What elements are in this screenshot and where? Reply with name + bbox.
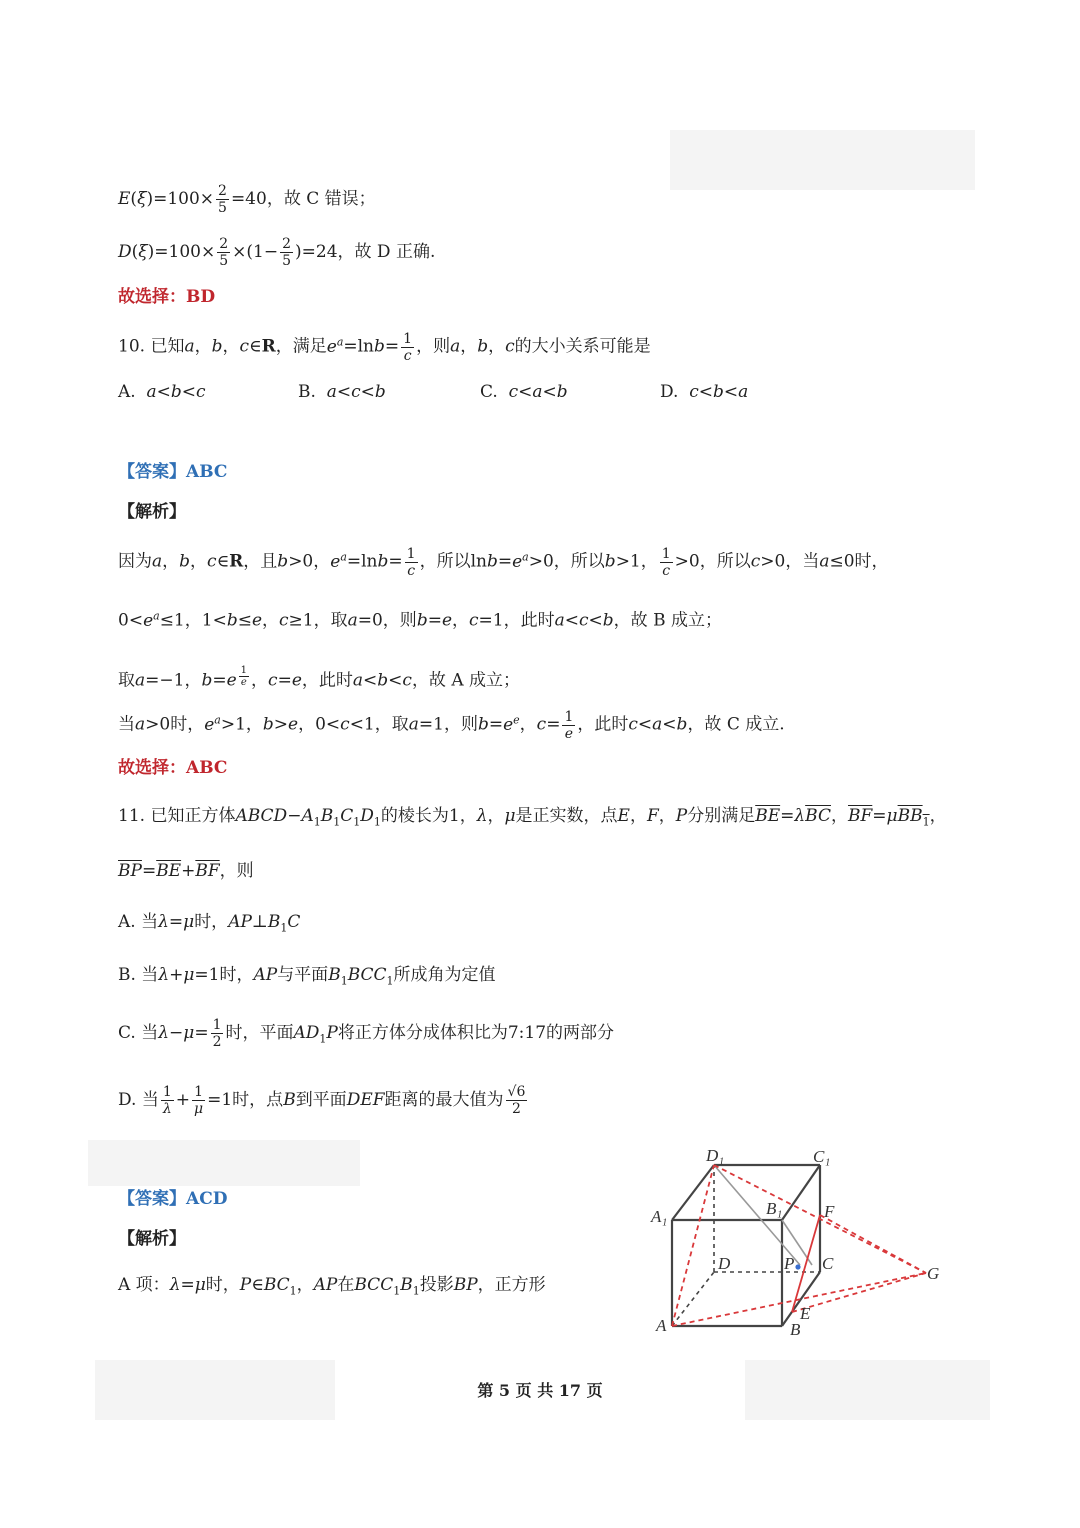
answer-label: 【答案】 [118,1189,186,1209]
q10-analysis-line-4: 当a>0时，$e^a>1$，b>e，0<c<1，取a=1，则$b=e^e$，c= $\frac{1}{e}$ ，此时c<a<b，故 C 成立. [118,708,785,742]
q10-analysis-line-2: $0<e^a\le 1$，1<b≤e，c≥1，取a=0，则b=e，c=1，此时a<c<b，故 B 成立； [118,609,722,631]
q11-stem-1: 11. 已知正方体$ABCD-A_1B_1C_1D_1$的棱长为1，λ，μ是正实数，点E，F，P分别满足$\overline{BE}=\lambda\overline{BC}$，$\overline{BF}=\mu BB_1$， [118,806,947,829]
scan-shade [670,130,975,190]
q10-choose [118,756,227,780]
q11-option-a: A. 当λ=μ时，$AP\perp B_1C$ [118,912,301,935]
red-line-a-d1 [672,1165,714,1326]
choose-value: BD [186,287,216,307]
answer-value: ACD [186,1189,228,1209]
edge-b1-c1 [782,1165,820,1220]
choose-label: 故选择： [118,287,186,307]
label-d1: D₁ [706,1146,725,1165]
q9-expectation-line: E(ξ)=100× $\frac{2}{5}$ =40，故 C 错误； [118,183,376,216]
q10-option-a: A. a<b<c [118,382,206,402]
answer-value: ABC [186,462,228,482]
q10-option-d: D. c<b<a [660,382,749,402]
red-line-a-g [672,1273,926,1326]
q10-analysis-label: 【解析】 [118,502,186,522]
q9-variance-line: D(ξ)=100× $\frac{2}{5}$ ×(1− $\frac{2}{5}$ )=24，故 D 正确. [118,236,436,269]
q11-answer [118,1187,227,1211]
cube-figure [640,1145,960,1345]
scan-shade [88,1140,360,1186]
q11-option-c: C. 当λ−μ= $\frac{1}{2}$ 时，平面$AD_1P$将正方体分成体积比为7:17的两部分 [118,1017,615,1050]
q11-analysis-line-a: A 项：λ=μ时，$P\in BC_1$，AP在$BCC_1B_1$投影BP，正方形 [118,1275,546,1298]
q11-option-b: B. 当λ+μ=1时，AP与平面$B_1BCC_1$所成角为定值 [118,965,496,988]
page-footer: 第 5 页 共 17 页 [477,1381,603,1400]
q11-stem-2: $\overline{BP}=\overline{BE}+\overline{BF}$，则 [118,861,254,881]
choose-value: ABC [186,758,228,778]
q10-answer [118,460,227,484]
label-p: P [784,1254,795,1273]
label-g: G [927,1264,940,1283]
label-b: B [790,1320,801,1339]
point-p [795,1264,800,1269]
label-c1: C₁ [813,1147,831,1166]
red-line-e-g [792,1273,926,1312]
label-e: E [800,1304,811,1323]
q9-choose [118,285,215,309]
label-f: F [824,1202,835,1221]
answer-label: 【答案】 [118,462,186,482]
label-a: A [656,1316,667,1335]
q10-option-b: B. a<c<b [298,382,386,402]
red-line-f-g [820,1215,926,1273]
q10-stem: 10. 已知a，b，c∈R，满足$e^a=\ln b=$ $\frac{1}{c}$ ，则a，b，c的大小关系可能是 [118,330,651,364]
q10-option-c: C. c<a<b [480,382,568,402]
label-a1: A₁ [651,1207,668,1226]
label-b1: B₁ [766,1199,783,1218]
label-d: D [718,1254,731,1273]
q10-analysis-line-3: 取a=−1，b=e $^{\frac{1}{e}}$ ，c=e，此时a<b<c，故 A 成立； [118,664,521,691]
q10-analysis-line-1: 因为a，b，c∈R，且b>0，$e^a=\ln b=$ $\frac{1}{c}$ ，所以$\ln b=e^a>0$，所以b>1， $\frac{1}{c}$ >0，所以c>0，当a≤0时， [118,545,889,579]
label-c: C [822,1254,834,1273]
choose-label: 故选择： [118,758,186,778]
q11-option-d: D. 当 $\frac{1}{\lambda}$ + $\frac{1}{\mu}$ =1时，点B到平面DEF距离的最大值为 $\frac{√6}{2}$ [118,1084,526,1117]
line-d1-p [714,1165,800,1265]
q11-analysis-label: 【解析】 [118,1229,186,1249]
